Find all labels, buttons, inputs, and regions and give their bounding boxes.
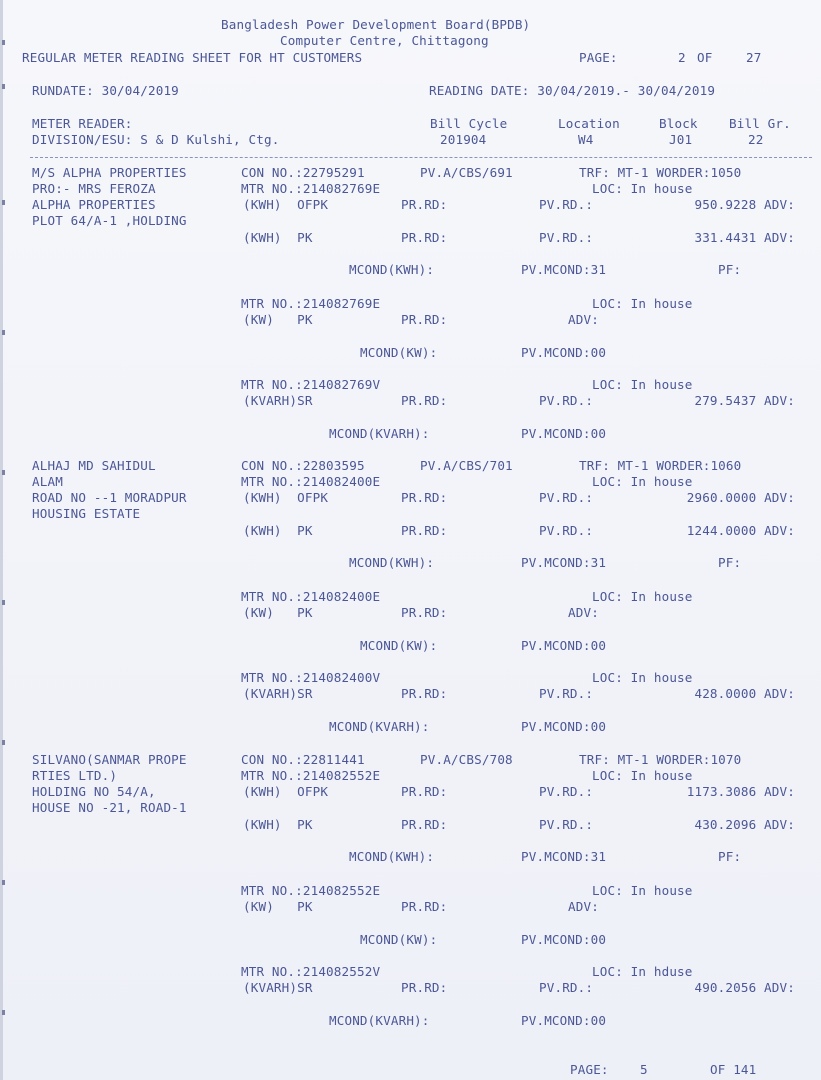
col-location: Location — [558, 116, 620, 131]
previous-meter-condition: PV.MCOND:00 — [521, 932, 607, 947]
present-reading-label: PR.RD: — [401, 197, 448, 212]
page-of: OF — [697, 50, 713, 65]
previous-reading-label: PV.RD.: — [539, 980, 594, 995]
present-reading-label: PR.RD: — [401, 490, 448, 505]
perforation-mark — [2, 740, 5, 745]
kvarh-label: (KVARH)SR — [243, 980, 313, 995]
perforation-mark — [2, 1010, 5, 1015]
meter-number: MTR NO.:214082400E — [241, 589, 381, 604]
kwh-offpeak-label: (KWH) OFPK — [243, 784, 329, 799]
run-date: RUNDATE: 30/04/2019 — [32, 83, 179, 98]
meter-number: MTR NO.:214082769E — [241, 181, 381, 196]
previous-reading-label: PV.RD.: — [539, 817, 594, 832]
block-value: J01 — [669, 132, 693, 147]
kw-peak-label: (KW) PK — [243, 312, 313, 327]
kvarh-previous-reading: 279.5437 ADV: — [694, 393, 795, 408]
previous-meter-condition: PV.MCOND:00 — [521, 345, 607, 360]
power-factor-label: PF: — [718, 555, 742, 570]
connection-number: CON NO.:22795291 — [241, 165, 365, 180]
kvarh-previous-reading: 428.0000 ADV: — [694, 686, 795, 701]
customer-name-cont: RTIES LTD.) — [32, 768, 118, 783]
present-reading-label: PR.RD: — [401, 605, 448, 620]
meter-condition-kw: MCOND(KW): — [360, 932, 438, 947]
page-total: 27 — [746, 50, 762, 65]
previous-reading-label: PV.RD.: — [539, 230, 594, 245]
present-reading-label: PR.RD: — [401, 817, 448, 832]
meter-location: LOC: In house — [592, 768, 693, 783]
customer-name-cont: ALAM — [32, 474, 63, 489]
meter-number: MTR NO.:214082400E — [241, 474, 381, 489]
perforation-mark — [2, 200, 5, 205]
meter-number: MTR NO.:214082400V — [241, 670, 381, 685]
footer-page-of: OF 141 — [710, 1062, 757, 1077]
advance-label: ADV: — [568, 312, 599, 327]
meter-number: MTR NO.:214082552V — [241, 964, 381, 979]
kvarh-previous-reading: 490.2056 ADV: — [694, 980, 795, 995]
header-divider — [30, 157, 812, 158]
bill-gr-value: 22 — [748, 132, 764, 147]
col-block: Block — [659, 116, 698, 131]
customer-name-cont: PRO:- MRS FEROZA — [32, 181, 156, 196]
meter-number: MTR NO.:214082769E — [241, 296, 381, 311]
footer-page-number: 5 — [640, 1062, 648, 1077]
previous-meter-condition: PV.MCOND:31 — [521, 262, 607, 277]
footer-page-label: PAGE: — [570, 1062, 609, 1077]
kwh-offpeak-label: (KWH) OFPK — [243, 197, 329, 212]
kwh-peak-label: (KWH) PK — [243, 817, 313, 832]
sheet-title: REGULAR METER READING SHEET FOR HT CUSTOMERS — [22, 50, 363, 65]
kvarh-label: (KVARH)SR — [243, 393, 313, 408]
connection-number: CON NO.:22803595 — [241, 458, 365, 473]
kwh-offpeak-previous-reading: 950.9228 ADV: — [694, 197, 795, 212]
previous-reading-label: PV.RD.: — [539, 197, 594, 212]
division: DIVISION/ESU: S & D Kulshi, Ctg. — [32, 132, 280, 147]
pv-account: PV.A/CBS/708 — [420, 752, 513, 767]
reading-date: READING DATE: 30/04/2019.- 30/04/2019 — [429, 83, 716, 98]
perforation-mark — [2, 470, 5, 475]
present-reading-label: PR.RD: — [401, 784, 448, 799]
page-number: 2 — [678, 50, 686, 65]
kwh-offpeak-previous-reading: 1173.3086 ADV: — [686, 784, 795, 799]
customer-address: HOLDING NO 54/A, — [32, 784, 156, 799]
pv-account: PV.A/CBS/701 — [420, 458, 513, 473]
customer-address-cont: PLOT 64/A-1 ,HOLDING — [32, 213, 187, 228]
present-reading-label: PR.RD: — [401, 393, 448, 408]
tariff-worder: TRF: MT-1 WORDER:1070 — [579, 752, 742, 767]
perforation-mark — [2, 880, 5, 885]
previous-meter-condition: PV.MCOND:31 — [521, 555, 607, 570]
previous-reading-label: PV.RD.: — [539, 784, 594, 799]
tariff-worder: TRF: MT-1 WORDER:1060 — [579, 458, 742, 473]
meter-location: LOC: In house — [592, 589, 693, 604]
previous-meter-condition: PV.MCOND:00 — [521, 426, 607, 441]
meter-condition-kvarh: MCOND(KVARH): — [329, 719, 430, 734]
meter-condition-kwh: MCOND(KWH): — [349, 849, 435, 864]
meter-number: MTR NO.:214082552E — [241, 883, 381, 898]
customer-address: ALPHA PROPERTIES — [32, 197, 156, 212]
customer-address: ROAD NO --1 MORADPUR — [32, 490, 187, 505]
kw-peak-label: (KW) PK — [243, 605, 313, 620]
previous-reading-label: PV.RD.: — [539, 523, 594, 538]
page-label: PAGE: — [579, 50, 618, 65]
customer-name: SILVANO(SANMAR PROPE — [32, 752, 187, 767]
tariff-worder: TRF: MT-1 WORDER:1050 — [579, 165, 742, 180]
meter-reader: METER READER: — [32, 116, 133, 131]
pv-account: PV.A/CBS/691 — [420, 165, 513, 180]
kwh-peak-previous-reading: 430.2096 ADV: — [694, 817, 795, 832]
connection-number: CON NO.:22811441 — [241, 752, 365, 767]
kwh-offpeak-label: (KWH) OFPK — [243, 490, 329, 505]
meter-location: LOC: In hduse — [592, 964, 693, 979]
col-bill-gr: Bill Gr. — [729, 116, 791, 131]
previous-reading-label: PV.RD.: — [539, 686, 594, 701]
perforation-mark — [2, 600, 5, 605]
previous-meter-condition: PV.MCOND:00 — [521, 719, 607, 734]
meter-location: LOC: In house — [592, 670, 693, 685]
kwh-peak-label: (KWH) PK — [243, 230, 313, 245]
customer-name: M/S ALPHA PROPERTIES — [32, 165, 187, 180]
perforation-mark — [2, 330, 5, 335]
kvarh-label: (KVARH)SR — [243, 686, 313, 701]
meter-location: LOC: In house — [592, 296, 693, 311]
meter-location: LOC: In house — [592, 474, 693, 489]
kwh-peak-previous-reading: 1244.0000 ADV: — [686, 523, 795, 538]
meter-number: MTR NO.:214082552E — [241, 768, 381, 783]
perforation-mark — [2, 84, 5, 89]
present-reading-label: PR.RD: — [401, 980, 448, 995]
customer-name: ALHAJ MD SAHIDUL — [32, 458, 156, 473]
kwh-peak-label: (KWH) PK — [243, 523, 313, 538]
bill-cycle-value: 201904 — [440, 132, 487, 147]
previous-reading-label: PV.RD.: — [539, 393, 594, 408]
col-bill-cycle: Bill Cycle — [430, 116, 508, 131]
meter-condition-kw: MCOND(KW): — [360, 345, 438, 360]
previous-meter-condition: PV.MCOND:00 — [521, 638, 607, 653]
meter-condition-kvarh: MCOND(KVARH): — [329, 1013, 430, 1028]
present-reading-label: PR.RD: — [401, 230, 448, 245]
perforation-mark — [2, 40, 5, 45]
centre-title: Computer Centre, Chittagong — [280, 33, 489, 48]
meter-number: MTR NO.:214082769V — [241, 377, 381, 392]
meter-location: LOC: In house — [592, 377, 693, 392]
meter-condition-kw: MCOND(KW): — [360, 638, 438, 653]
present-reading-label: PR.RD: — [401, 312, 448, 327]
previous-meter-condition: PV.MCOND:00 — [521, 1013, 607, 1028]
meter-condition-kwh: MCOND(KWH): — [349, 262, 435, 277]
kwh-offpeak-previous-reading: 2960.0000 ADV: — [686, 490, 795, 505]
advance-label: ADV: — [568, 605, 599, 620]
kw-peak-label: (KW) PK — [243, 899, 313, 914]
previous-meter-condition: PV.MCOND:31 — [521, 849, 607, 864]
meter-location: LOC: In house — [592, 883, 693, 898]
present-reading-label: PR.RD: — [401, 523, 448, 538]
paper-edge — [0, 0, 3, 1080]
kwh-peak-previous-reading: 331.4431 ADV: — [694, 230, 795, 245]
present-reading-label: PR.RD: — [401, 899, 448, 914]
meter-location: LOC: In house — [592, 181, 693, 196]
previous-reading-label: PV.RD.: — [539, 490, 594, 505]
customer-address-cont: HOUSE NO -21, ROAD-1 — [32, 800, 187, 815]
present-reading-label: PR.RD: — [401, 686, 448, 701]
power-factor-label: PF: — [718, 849, 742, 864]
location-value: W4 — [578, 132, 594, 147]
meter-condition-kvarh: MCOND(KVARH): — [329, 426, 430, 441]
power-factor-label: PF: — [718, 262, 742, 277]
advance-label: ADV: — [568, 899, 599, 914]
customer-address-cont: HOUSING ESTATE — [32, 506, 141, 521]
meter-condition-kwh: MCOND(KWH): — [349, 555, 435, 570]
org-title: Bangladesh Power Development Board(BPDB) — [221, 17, 531, 32]
